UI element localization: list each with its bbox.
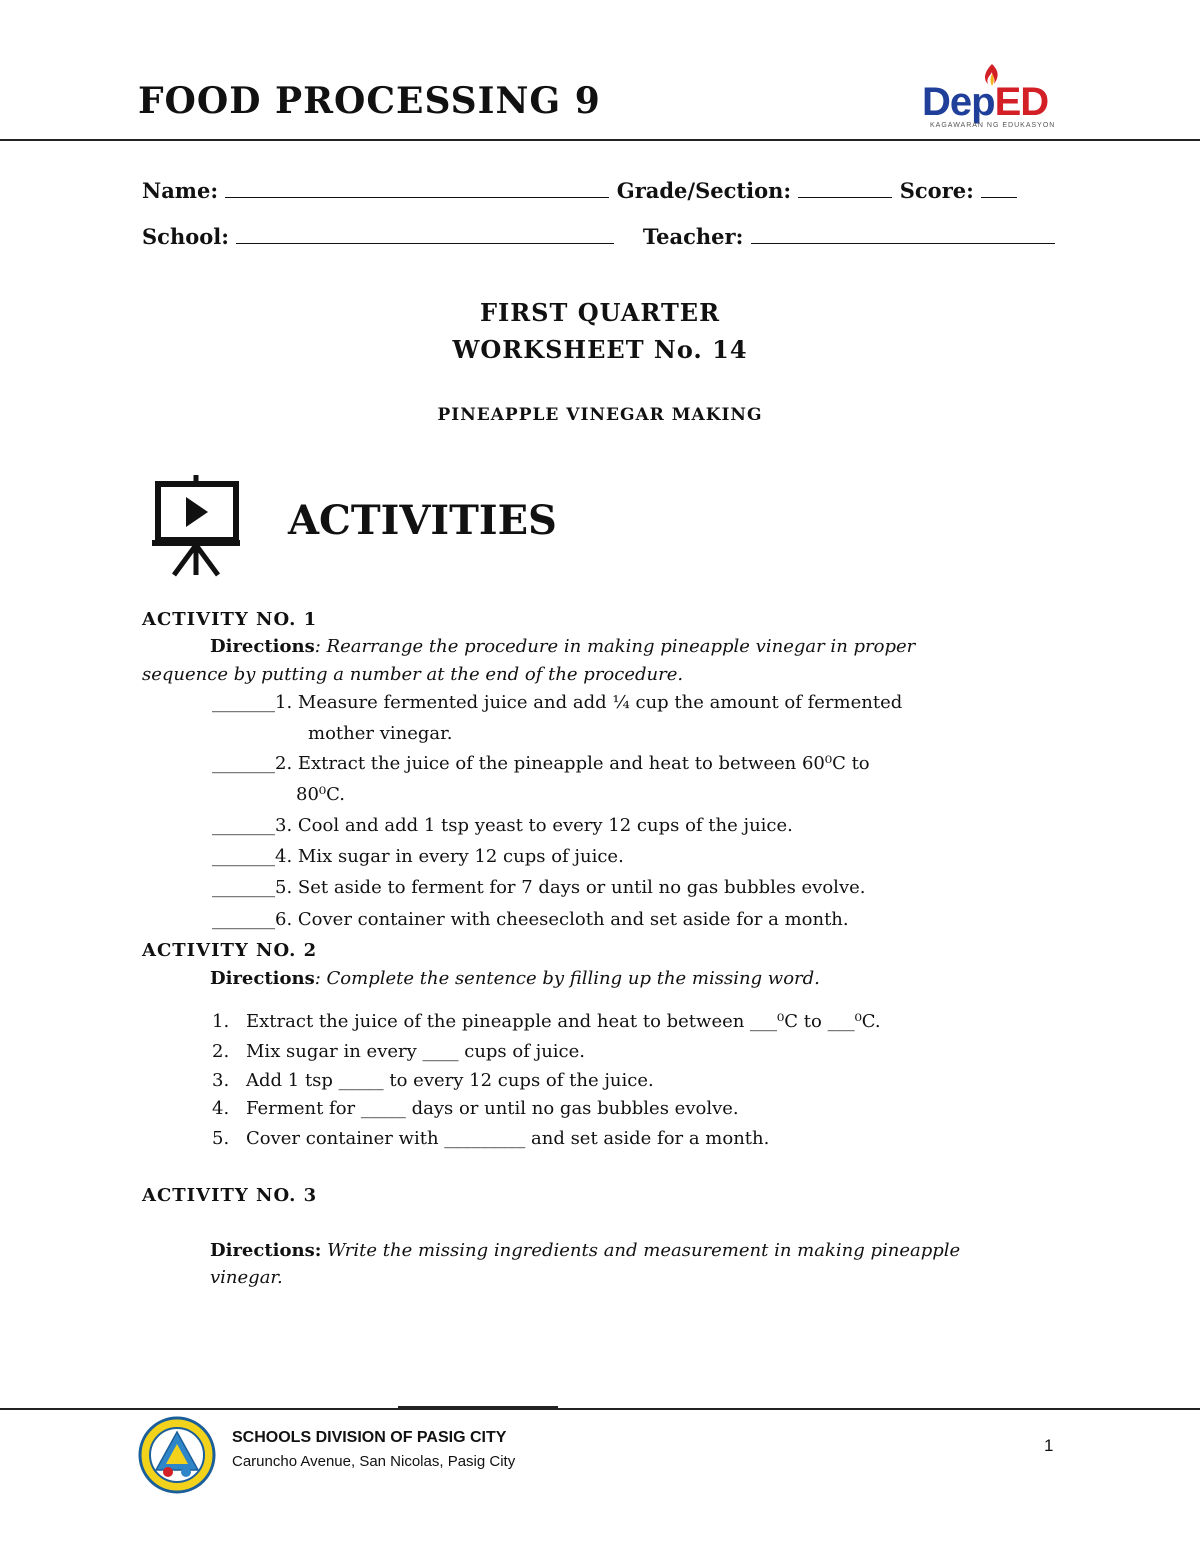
quarter-heading: FIRST QUARTER bbox=[479, 298, 721, 327]
list-item: 2. Mix sugar in every ____ cups of juice. bbox=[212, 1041, 585, 1062]
list-item: _______6. Cover container with cheesecloth and set aside for a month. bbox=[212, 909, 849, 930]
activity-1-directions-cont: sequence by putting a number at the end of the procedure. bbox=[142, 664, 684, 685]
teacher-field[interactable] bbox=[751, 242, 1055, 244]
topic-heading: PINEAPPLE VINEGAR MAKING bbox=[437, 405, 763, 425]
list-item: _______5. Set aside to ferment for 7 days or until no gas bubbles evolve. bbox=[212, 877, 866, 898]
school-label: School: bbox=[142, 224, 229, 249]
presentation-board-play-icon bbox=[150, 475, 242, 577]
form-row-2 bbox=[142, 224, 1062, 249]
deped-logo bbox=[922, 62, 1062, 134]
page-number: 1 bbox=[1044, 1436, 1054, 1455]
answer-blank[interactable]: _______ bbox=[212, 753, 275, 774]
grade-section-field[interactable] bbox=[798, 196, 892, 198]
teacher-label: Teacher: bbox=[642, 224, 744, 249]
activity-3-directions-cont: vinegar. bbox=[210, 1267, 283, 1288]
school-field[interactable] bbox=[236, 242, 614, 244]
division-name: SCHOOLS DIVISION OF PASIG CITY bbox=[232, 1429, 507, 1446]
name-label: Name: bbox=[142, 178, 219, 203]
footer-accent-bar bbox=[398, 1406, 558, 1410]
list-item: 1. Extract the juice of the pineapple and heat to between ___⁰C to ___⁰C. bbox=[212, 1011, 881, 1032]
score-label: Score: bbox=[899, 178, 974, 203]
activities-heading: ACTIVITIES bbox=[288, 497, 557, 544]
list-item: _______3. Cool and add 1 tsp yeast to every 12 cups of the juice. bbox=[212, 815, 793, 836]
activity-3-label: ACTIVITY NO. 3 bbox=[142, 1185, 318, 1206]
list-item: _______1. Measure fermented juice and add ¼ cup the amount of fermented bbox=[212, 692, 903, 713]
answer-blank[interactable]: _______ bbox=[212, 909, 275, 930]
division-seal-icon bbox=[138, 1416, 216, 1494]
header-divider bbox=[0, 139, 1200, 141]
logo-wordmark: DepED bbox=[922, 80, 1049, 124]
worksheet-heading: WORKSHEET No. 14 bbox=[452, 335, 748, 364]
list-item: 5. Cover container with _________ and set aside for a month. bbox=[212, 1128, 770, 1149]
form-row-1 bbox=[142, 178, 1062, 203]
list-item: 3. Add 1 tsp _____ to every 12 cups of the juice. bbox=[212, 1070, 654, 1091]
logo-tagline: KAGAWARAN NG EDUKASYON bbox=[930, 122, 1056, 129]
grade-section-label: Grade/Section: bbox=[616, 178, 792, 203]
activity-3-directions: Directions: Write the missing ingredients and measurement in making pineapple bbox=[210, 1240, 961, 1261]
list-item: 4. Ferment for _____ days or until no gas bubbles evolve. bbox=[212, 1098, 739, 1119]
list-item: _______2. Extract the juice of the pineapple and heat to between 60⁰C to bbox=[212, 753, 870, 774]
activity-1-directions: Directions: Rearrange the procedure in making pineapple vinegar in proper bbox=[210, 636, 916, 657]
answer-blank[interactable]: _______ bbox=[212, 815, 275, 836]
activity-2-label: ACTIVITY NO. 2 bbox=[142, 940, 318, 961]
division-address: Caruncho Avenue, San Nicolas, Pasig City bbox=[232, 1453, 516, 1470]
answer-blank[interactable]: _______ bbox=[212, 692, 275, 713]
activity-1-label: ACTIVITY NO. 1 bbox=[142, 609, 318, 630]
name-field[interactable] bbox=[225, 196, 609, 198]
score-field[interactable] bbox=[981, 196, 1017, 198]
list-item-cont: mother vinegar. bbox=[308, 723, 453, 744]
answer-blank[interactable]: _______ bbox=[212, 877, 275, 898]
list-item: _______4. Mix sugar in every 12 cups of juice. bbox=[212, 846, 624, 867]
page-title: FOOD PROCESSING 9 bbox=[138, 80, 601, 122]
answer-blank[interactable]: _______ bbox=[212, 846, 275, 867]
list-item-cont: 80⁰C. bbox=[296, 784, 345, 805]
activity-2-directions: Directions: Complete the sentence by filling up the missing word. bbox=[210, 968, 820, 989]
footer-divider bbox=[0, 1408, 1200, 1410]
